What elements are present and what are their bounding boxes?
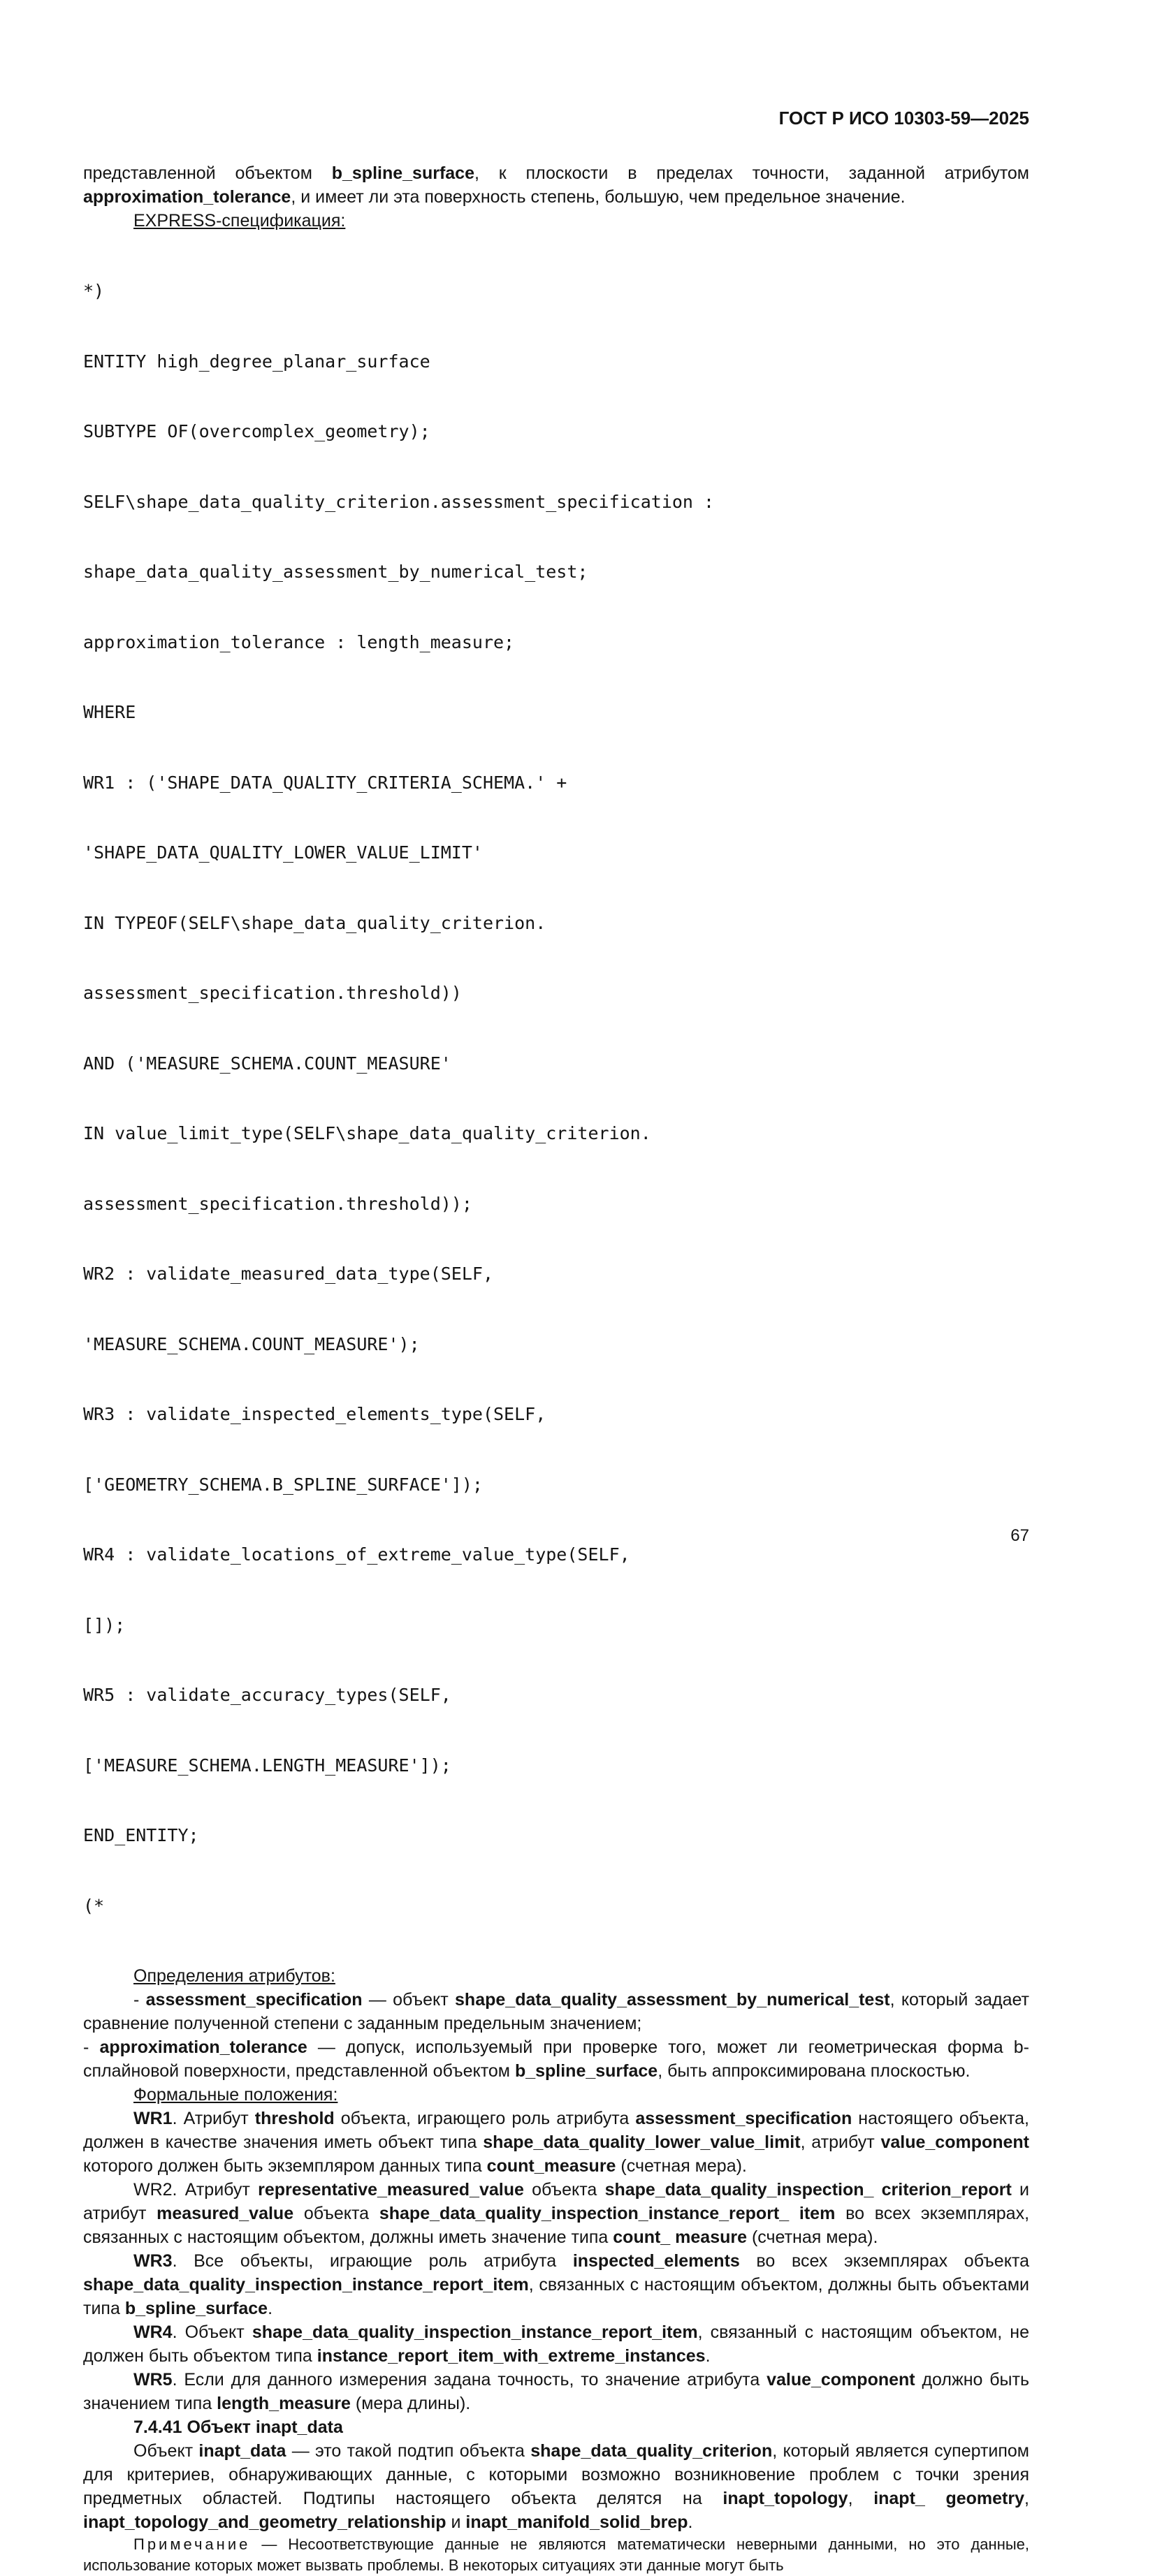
formal-heading [83, 2083, 1029, 2107]
text: (мера длины). [350, 2394, 471, 2413]
page-content [83, 161, 1029, 2576]
text: . [268, 2299, 273, 2318]
text: во всех экземплярах объекта [739, 2251, 1029, 2271]
rule-label: WR3 [133, 2251, 173, 2271]
code-line: WR4 : validate_locations_of_extreme_value_type(SELF, [83, 1544, 630, 1565]
text: которого должен быть экземпляром данных типа [83, 2156, 487, 2176]
term: assessment_specification [635, 2109, 852, 2128]
rule-label: WR4 [133, 2322, 173, 2342]
code-line: WR2 : validate_measured_data_type(SELF, [83, 1264, 493, 1284]
code-line: 'MEASURE_SCHEMA.COUNT_MEASURE'); [83, 1333, 420, 1354]
text: объекта [293, 2204, 379, 2223]
note-text: — Несоответствующие данные не являются математически неверными данными, но это данные, использование которых может вызвать проблемы. В некоторых ситуациях эти данные могут быть [83, 2535, 1029, 2574]
term: shape_data_quality_inspection_ criterion_report [604, 2180, 1012, 2200]
term: count_measure [486, 2156, 616, 2176]
text: объекта, играющего роль атрибута [334, 2109, 636, 2128]
code-line: IN TYPEOF(SELF\shape_data_quality_criterion. [83, 912, 546, 933]
code-line: WR1 : ('SHAPE_DATA_QUALITY_CRITERIA_SCHEMA.' + [83, 772, 567, 793]
intro-paragraph [83, 161, 1029, 209]
code-line: ['GEOMETRY_SCHEMA.B_SPLINE_SURFACE']); [83, 1474, 483, 1495]
text: (счетная мера). [747, 2227, 878, 2247]
text: во всех экземплярах, связанных с настоящим объектом, должны иметь значение типа [83, 2204, 1030, 2247]
text: , который задает сравнение полученной степени с заданным предельным значением; [83, 1990, 1029, 2033]
term: inapt_topology [722, 2489, 848, 2508]
code-line: SUBTYPE OF(overcomplex_geometry); [83, 421, 430, 441]
page-number: 67 [1010, 1526, 1029, 1545]
code-line: shape_data_quality_assessment_by_numerical_test; [83, 562, 588, 582]
code-line: WR3 : validate_inspected_elements_type(SELF, [83, 1404, 546, 1424]
text: . Если для данного измерения задана точность, то значение атрибута [172, 2370, 767, 2390]
code-line: (* [83, 1895, 105, 1916]
text: Объект [133, 2441, 199, 2461]
term: b_spline_surface [124, 2299, 268, 2318]
dash: - [83, 2037, 100, 2057]
term: b_spline_surface [514, 2061, 658, 2081]
text: . Атрибут [172, 2109, 255, 2128]
code-line: END_ENTITY; [83, 1825, 199, 1845]
code-line: IN value_limit_type(SELF\shape_data_quality_criterion. [83, 1123, 651, 1143]
section-paragraph [83, 2439, 1029, 2534]
rule-label: WR2. [133, 2180, 177, 2200]
code-line: WR5 : validate_accuracy_types(SELF, [83, 1685, 451, 1705]
attribute-name: assessment_specification [145, 1990, 363, 2010]
text: , связанный с настоящим объектом, не должен быть объектом типа [83, 2322, 1029, 2366]
section-title: 7.4.41 Объект inapt_data [133, 2417, 343, 2437]
rule-wr4 [83, 2320, 1029, 2368]
text: , атрибут [800, 2132, 881, 2152]
rule-label: WR5 [133, 2370, 173, 2390]
text: , [848, 2489, 874, 2508]
rule-wr5 [83, 2368, 1029, 2415]
term: length_measure [217, 2394, 351, 2413]
text: . Все объекты, играющие роль атрибута [172, 2251, 573, 2271]
text: , быть аппроксимирована плоскостью. [658, 2061, 971, 2081]
code-line: *) [83, 281, 105, 301]
term: shape_data_quality_criterion [530, 2441, 773, 2461]
term: inspected_elements [572, 2251, 740, 2271]
term: instance_report_item_with_extreme_instances [317, 2346, 706, 2366]
rule-wr2 [83, 2178, 1029, 2249]
code-line: ENTITY high_degree_planar_surface [83, 351, 430, 372]
term: shape_data_quality_inspection_instance_report_item [252, 2322, 698, 2342]
term: inapt_topology_and_geometry_relationship [83, 2512, 446, 2532]
attribute-definition [83, 1988, 1029, 2035]
dash: - [133, 1990, 146, 2010]
code-line: approximation_tolerance : length_measure; [83, 631, 515, 652]
text: должно быть значением типа [83, 2370, 1029, 2413]
attribute-definition [83, 2035, 1029, 2083]
text: . [705, 2346, 711, 2366]
text: — объект [362, 1990, 456, 2010]
code-line: []); [83, 1614, 126, 1635]
text: , который является супертипом для критериев, обнаруживающих данные, с которыми возможно возникновение проблем с точки зрения предметных областей. Подтипы настоящего объекта делятся на [83, 2441, 1029, 2508]
text: , связанных с настоящим объектом, должны быть объектами типа [83, 2275, 1029, 2318]
text: Атрибут [177, 2180, 259, 2200]
code-line: AND ('MEASURE_SCHEMA.COUNT_MEASURE' [83, 1053, 451, 1074]
heading-text: EXPRESS-спецификация: [133, 211, 346, 230]
term: shape_data_quality_lower_value_limit [483, 2132, 801, 2152]
text: объекта [523, 2180, 605, 2200]
term: shape_data_quality_assessment_by_numerical_test [455, 1990, 890, 2010]
term: inapt_ geometry [873, 2489, 1025, 2508]
text: , и имеет ли эта поверхность степень, большую, чем предельное значение. [291, 187, 906, 207]
heading-text: Определения атрибутов: [133, 1966, 335, 1986]
express-heading [83, 209, 1029, 233]
code-line: assessment_specification.threshold)) [83, 983, 462, 1003]
code-line: assessment_specification.threshold)); [83, 1193, 472, 1214]
text: , к плоскости в пределах точности, заданной атрибутом [474, 163, 1029, 183]
rule-label: WR1 [133, 2109, 173, 2128]
note-label: Примечание [133, 2535, 251, 2553]
heading-text: Формальные положения: [133, 2085, 338, 2105]
rule-wr1 [83, 2107, 1029, 2178]
term: approximation_tolerance [83, 187, 291, 207]
express-code-block [83, 233, 1029, 1964]
term: shape_data_quality_inspection_instance_report_item [83, 2275, 529, 2295]
term: b_spline_surface [331, 163, 474, 183]
rule-wr3 [83, 2249, 1029, 2320]
term: representative_measured_value [258, 2180, 524, 2200]
term: count_ measure [613, 2227, 748, 2247]
text: представленной объектом [83, 163, 332, 183]
term: value_component [767, 2370, 915, 2390]
note-paragraph [83, 2534, 1029, 2576]
text: — это такой подтип объекта [286, 2441, 531, 2461]
term: value_component [880, 2132, 1030, 2152]
code-line: WHERE [83, 702, 136, 722]
term: threshold [254, 2109, 335, 2128]
text: . Объект [172, 2322, 252, 2342]
code-line: 'SHAPE_DATA_QUALITY_LOWER_VALUE_LIMIT' [83, 842, 483, 863]
term: inapt_data [198, 2441, 286, 2461]
term: inapt_manifold_solid_brep [465, 2512, 688, 2532]
attribute-name: approximation_tolerance [99, 2037, 307, 2057]
text: настоящего объекта, должен в качестве значения иметь объект типа [83, 2109, 1029, 2152]
document-header: ГОСТ Р ИСО 10303-59—2025 [778, 108, 1029, 129]
code-line: ['MEASURE_SCHEMA.LENGTH_MEASURE']); [83, 1755, 451, 1776]
term: shape_data_quality_inspection_instance_report_ item [379, 2204, 836, 2223]
attributes-heading [83, 1964, 1029, 1988]
text: — допуск, используемый при проверке того, может ли геометрическая форма b-сплайновой поверхности, представленной объектом [83, 2037, 1029, 2081]
text: . [688, 2512, 693, 2532]
text: , [1024, 2489, 1029, 2508]
text: и атрибут [83, 2180, 1029, 2223]
text: и [446, 2512, 466, 2532]
text: (счетная мера). [616, 2156, 747, 2176]
code-line: SELF\shape_data_quality_criterion.assessment_specification : [83, 491, 715, 512]
term: measured_value [157, 2204, 294, 2223]
